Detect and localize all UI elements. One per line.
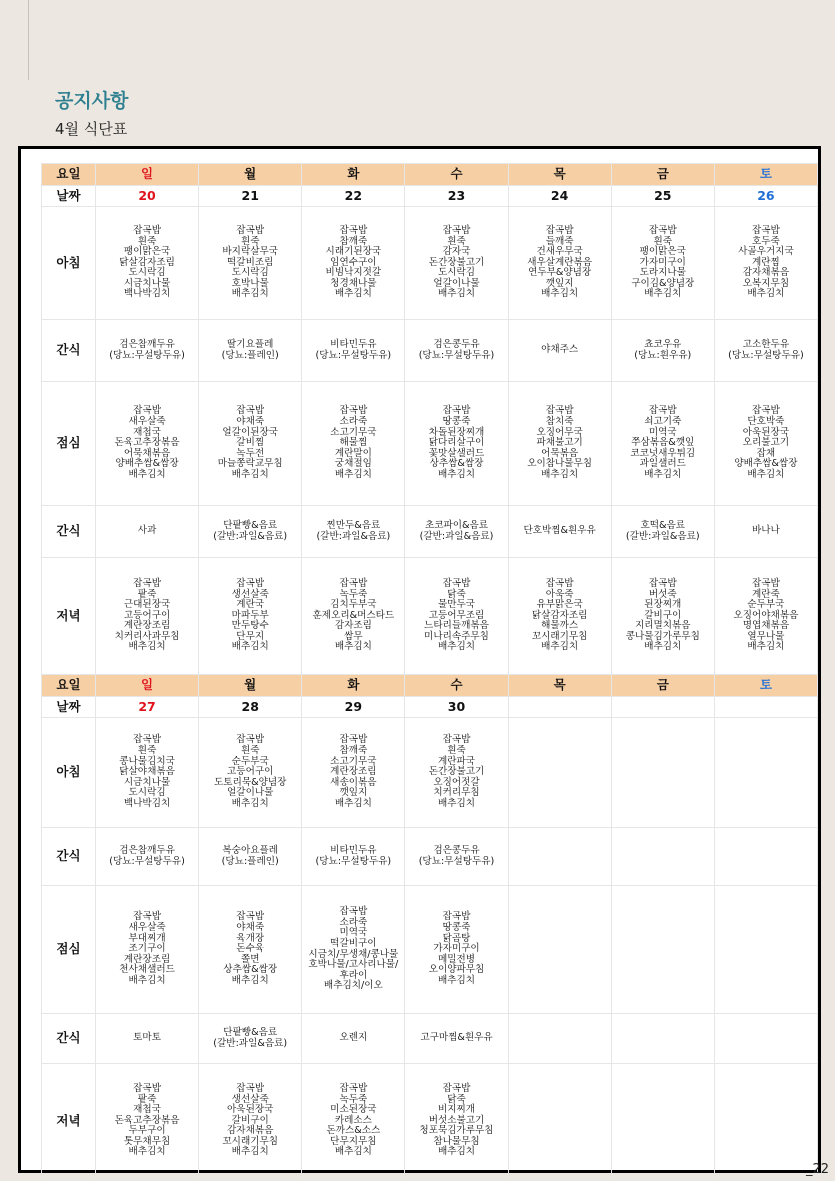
menu-cell [611,718,714,828]
date-cell [508,697,611,718]
date-row [42,186,818,207]
weekday-label: 요일 [42,164,96,186]
date-label: 날짜 [42,697,96,718]
menu-cell: 비타민두유 (당뇨:무설탕두유) [302,320,405,382]
weekday-cell: 일 [96,675,199,697]
menu-cell: 잡곡밥 쇠고기죽 미역국 쭈삼볶음&깻잎 코코넛새우튀김 과일샐러드 배추김치 [611,382,714,506]
weekday-label: 요일 [42,675,96,697]
date-cell: 21 [199,186,302,207]
menu-cell [611,886,714,1014]
menu-cell: 사과 [96,506,199,558]
menu-cell: 야채주스 [508,320,611,382]
meal-row-lunch [42,382,818,506]
menu-table [41,163,818,1179]
menu-cell [508,828,611,886]
date-cell [611,697,714,718]
menu-cell: 잡곡밥 새우살죽 재첩국 돈육고추장볶음 어묵채볶음 양배추쌈&쌈장 배추김치 [96,382,199,506]
meal-row-snack2 [42,1014,818,1064]
menu-cell: 복숭아요플레 (당뇨:플레인) [199,828,302,886]
menu-cell: 잡곡밥 땅콩죽 차돌된장찌개 닭다리살구이 꽃맛살샐러드 상추쌈&쌈장 배추김치 [405,382,508,506]
menu-cell: 잡곡밥 참깨죽 소고기무국 계란장조림 새송이볶음 깻잎지 배추김치 [302,718,405,828]
menu-cell: 딸기요플레 (당뇨:플레인) [199,320,302,382]
menu-cell: 잡곡밥 소라죽 미역국 떡갈비구이 시금치/무생채/콩나물 호박나물/고사리나물/ 후라이 배추김치/이오 [302,886,405,1014]
menu-cell [611,828,714,886]
menu-cell: 잡곡밥 닭죽 비지찌개 버섯소불고기 청포묵김가루무침 참나물무침 배추김치 [405,1064,508,1179]
weekday-cell: 금 [611,675,714,697]
meal-row-breakfast [42,207,818,320]
weekday-cell: 금 [611,164,714,186]
menu-cell: 검은참깨두유 (당뇨:무설탕두유) [96,828,199,886]
menu-cell [714,718,817,828]
menu-cell: 쵸코우유 (당뇨:흰우유) [611,320,714,382]
date-cell: 30 [405,697,508,718]
weekday-cell: 목 [508,675,611,697]
menu-cell [508,718,611,828]
weekday-cell: 수 [405,164,508,186]
menu-cell [714,1014,817,1064]
menu-cell [714,1064,817,1179]
weekday-cell: 토 [714,675,817,697]
meal-row-snack1 [42,320,818,382]
weekday-row [42,675,818,697]
menu-cell: 잡곡밥 땅콩죽 닭곰탕 가자미구이 메밀전병 오이양파무침 배추김치 [405,886,508,1014]
date-cell: 25 [611,186,714,207]
menu-cell: 잡곡밥 참깨죽 시래기된장국 임연수구이 비빔낙지젓갈 청경채나물 배추김치 [302,207,405,320]
date-cell [714,697,817,718]
date-cell: 27 [96,697,199,718]
meal-label: 저녁 [42,1064,96,1179]
meal-row-snack2 [42,506,818,558]
meal-label: 저녁 [42,558,96,675]
menu-cell: 잡곡밥 흰죽 계란파국 돈간장불고기 오징어젓갈 치커리무침 배추김치 [405,718,508,828]
date-cell: 28 [199,697,302,718]
meal-label: 아침 [42,718,96,828]
menu-cell: 잡곡밥 녹두죽 미소된장국 카레소스 돈까스&소스 단무지무침 배추김치 [302,1064,405,1179]
menu-cell: 잡곡밥 흰죽 팽이맑은국 가자미구이 도라지나물 구이김&양념장 배추김치 [611,207,714,320]
menu-cell: 검은콩두유 (당뇨:무설탕두유) [405,320,508,382]
meal-row-breakfast [42,718,818,828]
weekday-cell: 목 [508,164,611,186]
meal-label: 점심 [42,382,96,506]
meal-row-lunch [42,886,818,1014]
meal-label: 점심 [42,886,96,1014]
menu-cell: 호떡&음료 (갈반:과일&음료) [611,506,714,558]
meal-label: 아침 [42,207,96,320]
menu-cell: 잡곡밥 닭죽 물만두국 고등어무조림 느타리들깨볶음 미나리속주무침 배추김치 [405,558,508,675]
date-label: 날짜 [42,186,96,207]
menu-cell: 고구마찜&흰우유 [405,1014,508,1064]
menu-cell: 비타민두유 (당뇨:무설탕두유) [302,828,405,886]
menu-cell: 잡곡밥 녹두죽 김치두부국 훈제오리&머스타드 감자조림 쌈무 배추김치 [302,558,405,675]
menu-cell: 잡곡밥 흰죽 순두부국 고등어구이 도토리묵&양념장 얼갈이나물 배추김치 [199,718,302,828]
menu-cell [508,886,611,1014]
menu-cell: 잡곡밥 들깨죽 건새우무국 새우살계란볶음 연두부&양념장 깻잎지 배추김치 [508,207,611,320]
menu-cell: 잡곡밥 소라죽 소고기무국 해물찜 계란말이 궁채절임 배추김치 [302,382,405,506]
date-cell: 24 [508,186,611,207]
weekday-cell: 토 [714,164,817,186]
menu-cell: 잡곡밥 생선살죽 계란국 마파두부 만두탕수 단무지 배추김치 [199,558,302,675]
date-row [42,697,818,718]
meal-row-dinner [42,558,818,675]
meal-label: 간식 [42,828,96,886]
weekday-cell: 월 [199,164,302,186]
menu-cell: 단팥빵&음료 (갈반:과일&음료) [199,1014,302,1064]
menu-cell: 바나나 [714,506,817,558]
menu-cell [508,1064,611,1179]
menu-cell: 잡곡밥 단호박죽 아욱된장국 오리불고기 잡채 양배추쌈&쌈장 배추김치 [714,382,817,506]
menu-cell: 단팥빵&음료 (갈반:과일&음료) [199,506,302,558]
page-number: _22 [806,1162,830,1177]
menu-cell: 잡곡밥 흰죽 콩나물김치국 닭살야채볶음 시금치나물 도시락김 백나박김치 [96,718,199,828]
meal-label: 간식 [42,1014,96,1064]
page-title: 공지사항 [55,90,129,112]
weekday-row [42,164,818,186]
weekday-cell: 화 [302,164,405,186]
page-subtitle: 4월 식단표 [55,120,128,138]
meal-label: 간식 [42,320,96,382]
menu-cell: 잡곡밥 생선살죽 아욱된장국 갈비구이 감자채볶음 꼬시래기무침 배추김치 [199,1064,302,1179]
menu-cell [611,1014,714,1064]
date-cell: 26 [714,186,817,207]
weekday-cell: 일 [96,164,199,186]
menu-cell: 초코파이&음료 (갈반:과일&음료) [405,506,508,558]
menu-cell: 잡곡밥 아욱죽 유부맑은국 닭살감자조림 해물까스 꼬시래기무침 배추김치 [508,558,611,675]
meal-row-snack1 [42,828,818,886]
weekday-cell: 수 [405,675,508,697]
menu-frame [18,146,821,1173]
date-cell: 29 [302,697,405,718]
menu-cell: 단호박찜&흰우유 [508,506,611,558]
menu-cell: 검은콩두유 (당뇨:무설탕두유) [405,828,508,886]
menu-cell: 잡곡밥 흰죽 바지락살무국 떡갈비조림 도시락김 호박나물 배추김치 [199,207,302,320]
menu-cell: 잡곡밥 팥죽 재첩국 돈육고추장볶음 두부구이 톳무채무침 배추김치 [96,1064,199,1179]
menu-cell [611,1064,714,1179]
menu-cell: 검은참깨두유 (당뇨:무설탕두유) [96,320,199,382]
menu-cell: 찐만두&음료 (갈반:과일&음료) [302,506,405,558]
menu-cell: 잡곡밥 흰죽 팽이맑은국 닭살감자조림 도시락김 시금치나물 백나박김치 [96,207,199,320]
menu-cell: 잡곡밥 호두죽 사골우거지국 계란찜 감자채볶음 오복지무침 배추김치 [714,207,817,320]
menu-cell: 잡곡밥 계란죽 순두부국 오징어야채볶음 명엽채볶음 열무나물 배추김치 [714,558,817,675]
menu-cell [714,828,817,886]
menu-cell: 잡곡밥 새우살죽 부대찌개 조기구이 계란장조림 천사채샐러드 배추김치 [96,886,199,1014]
menu-cell: 오렌지 [302,1014,405,1064]
menu-cell: 잡곡밥 흰죽 감자국 돈간장불고기 도시락김 얼갈이나물 배추김치 [405,207,508,320]
menu-cell [508,1014,611,1064]
weekday-cell: 화 [302,675,405,697]
menu-cell: 잡곡밥 참치죽 오징어무국 파채불고기 어묵볶음 오이참나물무침 배추김치 [508,382,611,506]
date-cell: 23 [405,186,508,207]
date-cell: 22 [302,186,405,207]
margin-line [28,0,29,80]
weekday-cell: 월 [199,675,302,697]
menu-cell: 잡곡밥 버섯죽 된장찌개 갈비구이 지리멸치볶음 콩나물김가루무침 배추김치 [611,558,714,675]
meal-row-dinner [42,1064,818,1179]
menu-cell: 고소한두유 (당뇨:무설탕두유) [714,320,817,382]
menu-cell: 잡곡밥 팥죽 근대된장국 고등어구이 계란장조림 치커리사과무침 배추김치 [96,558,199,675]
menu-cell [714,886,817,1014]
menu-cell: 잡곡밥 야채죽 얼갈이된장국 갈비찜 녹두전 마늘쫑락교무침 배추김치 [199,382,302,506]
menu-cell: 토마토 [96,1014,199,1064]
menu-cell: 잡곡밥 야채죽 육개장 돈수육 쫄면 상추쌈&쌈장 배추김치 [199,886,302,1014]
date-cell: 20 [96,186,199,207]
meal-label: 간식 [42,506,96,558]
